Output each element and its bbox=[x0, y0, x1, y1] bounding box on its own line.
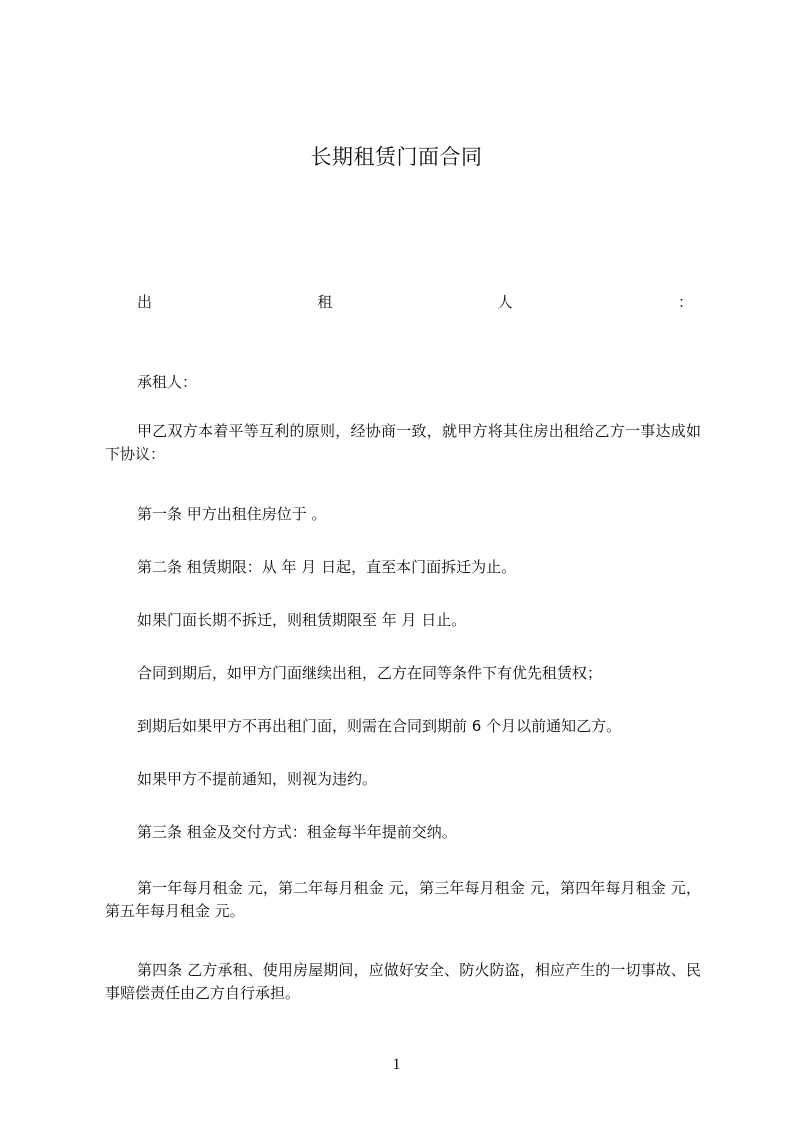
page-number: 1 bbox=[392, 1056, 401, 1073]
clause-2: 第二条 租赁期限：从 年 月 日起，直至本门面拆迁为止。 bbox=[137, 558, 517, 576]
lessee-line: 承租人： bbox=[137, 373, 198, 391]
clause-3: 第三条 租金及交付方式：租金每半年提前交纳。 bbox=[137, 823, 457, 841]
page-title: 长期租赁门面合同 bbox=[310, 145, 483, 169]
clause-4: 第四条 乙方承租、使用房屋期间，应做好安全、防火防盗，相应产生的一切事故、民事赔偿责任由乙方自行承担。 bbox=[105, 961, 701, 1002]
clause-3-rent-schedule: 第一年每月租金 元，第二年每月租金 元，第三年每月租金 元，第四年每月租金 元，第五年每月租金 元。 bbox=[105, 879, 701, 920]
clause-1: 第一条 甲方出租住房位于 。 bbox=[137, 505, 327, 523]
lessor-char: ： bbox=[677, 293, 693, 311]
lessor-char: 租 bbox=[317, 293, 333, 311]
lessor-char: 人 bbox=[497, 293, 513, 311]
clause-2-notice: 到期后如果甲方不再出租门面，则需在合同到期前 6 个月以前通知乙方。 bbox=[137, 717, 622, 735]
clause-2-renewal: 合同到期后，如甲方门面继续出租，乙方在同等条件下有优先租赁权； bbox=[137, 664, 603, 682]
clause-2-extension: 如果门面长期不拆迁，则租赁期限至 年 月 日止。 bbox=[137, 611, 467, 629]
lessor-line bbox=[137, 291, 693, 314]
clause-2-breach: 如果甲方不提前通知，则视为违约。 bbox=[137, 770, 378, 788]
lessor-char: 出 bbox=[137, 293, 153, 311]
preamble-paragraph: 甲乙双方本着平等互利的原则，经协商一致，就甲方将其住房出租给乙方一事达成如下协议： bbox=[105, 422, 701, 463]
